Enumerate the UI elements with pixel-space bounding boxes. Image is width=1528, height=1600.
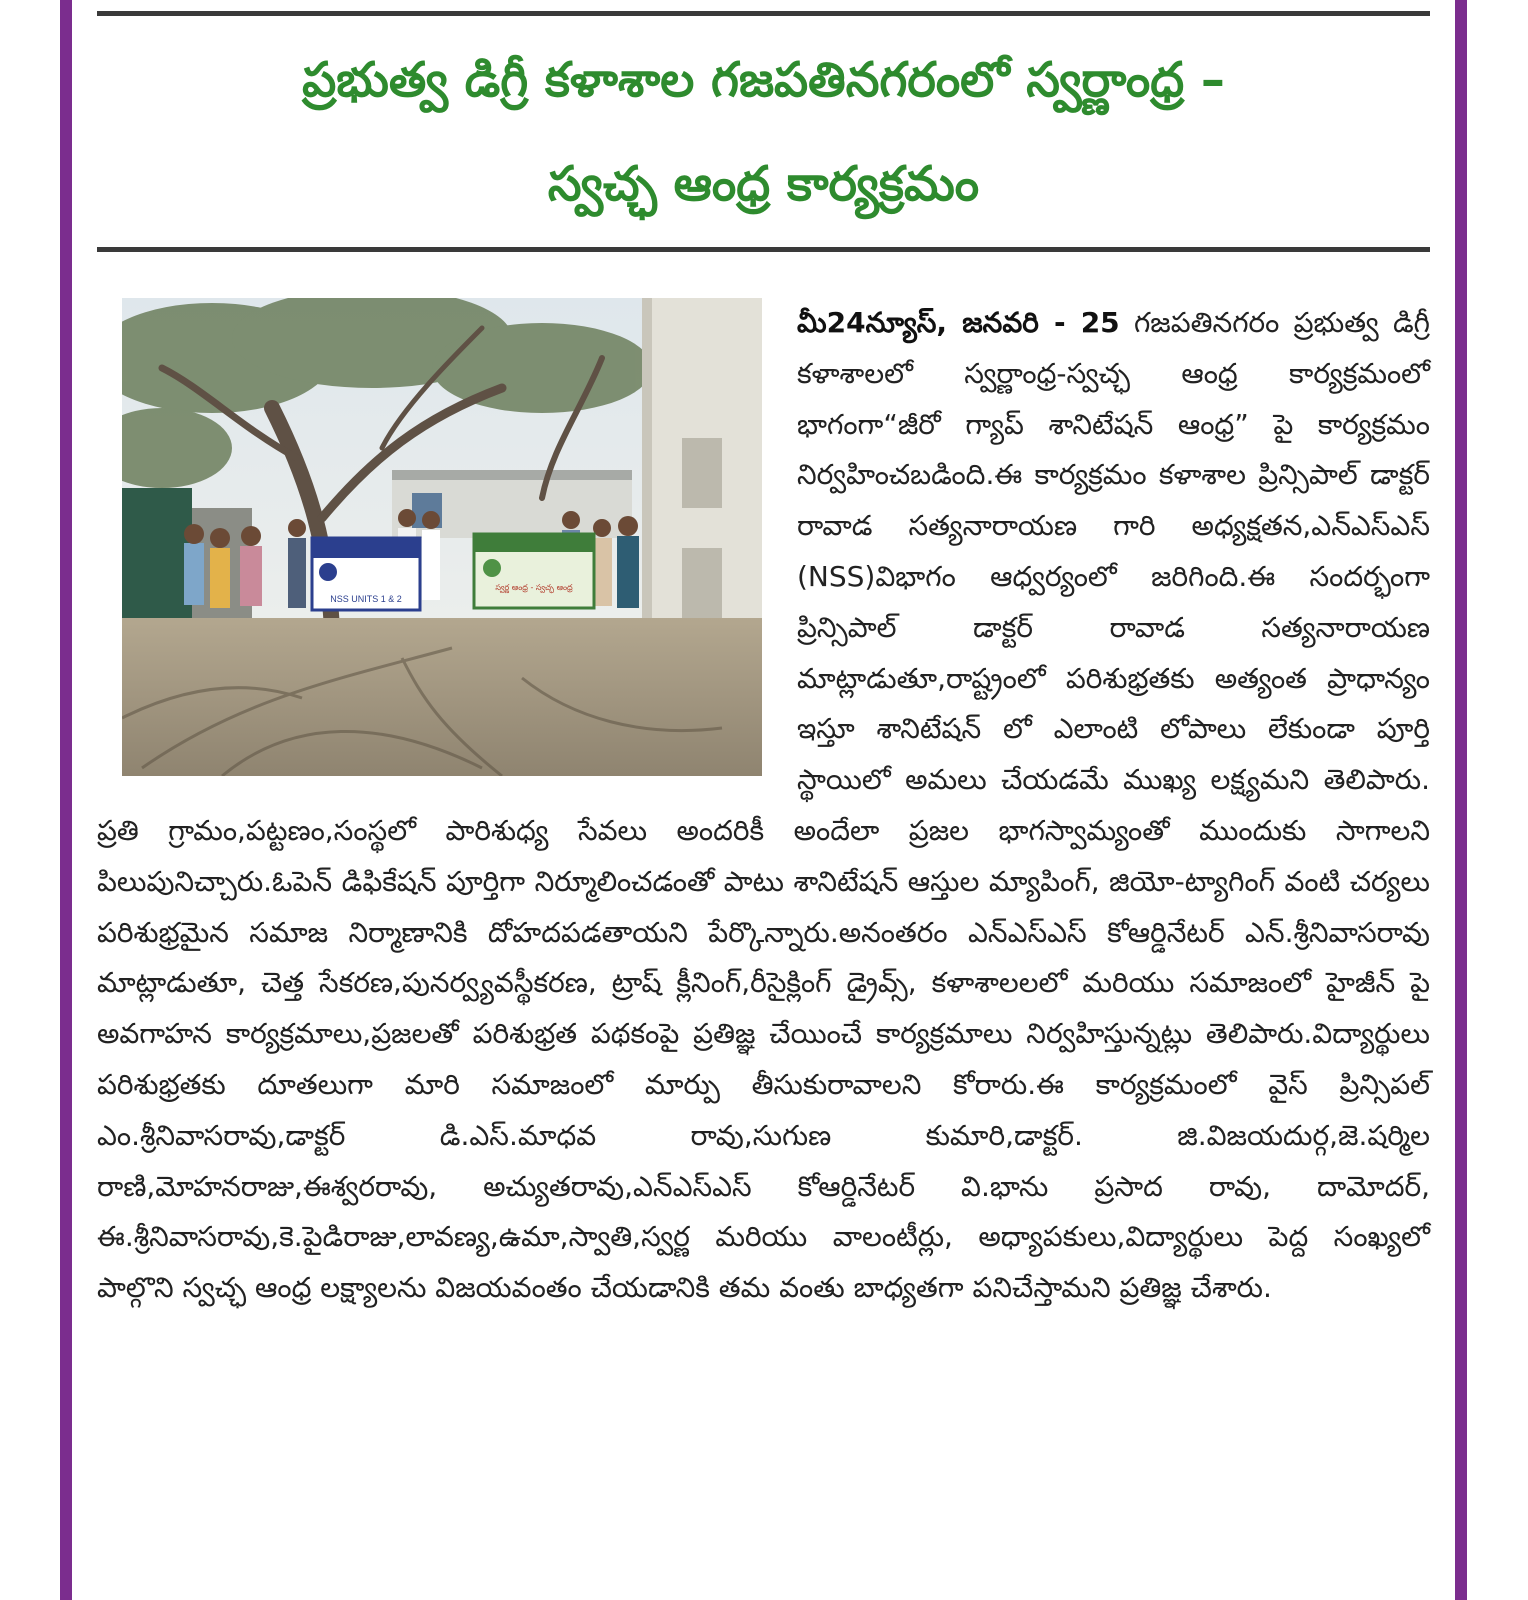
- headline-line-1: ప్రభుత్వ డిగ్రీ కళాశాల గజపతినగరంలో స్వర్ణాంధ్ర –: [302, 52, 1225, 108]
- article-body: [97, 298, 1430, 1314]
- headline-bottom-rule: [97, 247, 1430, 252]
- headline-line-2: స్వచ్ఛ ఆంధ్ర కార్యక్రమం: [547, 156, 980, 212]
- headline-top-rule: [97, 11, 1430, 16]
- banner-right-label: స్వర్ణ ఆంధ్ర - స్వచ్ఛ ఆంధ్ర: [495, 583, 573, 592]
- page-frame-left: [60, 0, 72, 1600]
- article-text: గజపతినగరం ప్రభుత్వ డిగ్రీ కళాశాలలో స్వర్ణాంధ్ర-స్వచ్ఛ ఆంధ్ర కార్యక్రమంలో భాగంగా“జీరో గ్యాప్ శానిటేషన్ ఆంధ్ర” పై కార్యక్రమం నిర్వహించబడింది.ఈ కార్యక్రమం కళాశాల ప్రిన్సిపాల్ డాక్టర్ రావాడ సత్యనారాయణ గారి అధ్యక్షతన,ఎన్ఎస్ఎస్ (NSS)విభాగం ఆధ్వర్యంలో జరిగింది.ఈ సందర్భంగా ప్రిన్సిపాల్ డాక్టర్ రావాడ సత్యనారాయణ మాట్లాడుతూ,రాష్ట్రంలో పరిశుభ్రతకు అత్యంత ప్రాధాన్యం ఇస్తూ శానిటేషన్ లో ఎలాంటి లోపాలు లేకుండా పూర్తి స్థాయిలో అమలు చేయడమే ముఖ్య లక్ష్యమని తెలిపారు. ప్రతి గ్రామం,పట్టణం,సంస్థలో పారిశుధ్య సేవలు అందరికీ అందేలా ప్రజల భాగస్వామ్యంతో ముందుకు సాగాలని పిలుపునిచ్చారు.ఓపెన్ డిఫికేషన్ పూర్తిగా నిర్మూలించడంతో పాటు శానిటేషన్ ఆస్తుల మ్యాపింగ్, జియో-ట్యాగింగ్ వంటి చర్యలు పరిశుభ్రమైన సమాజ నిర్మాణానికి దోహదపడతాయని పేర్కొన్నారు.అనంతరం ఎన్ఎస్ఎస్ కోఆర్డినేటర్ ఎన్.శ్రీనివాసరావు మాట్లాడుతూ, చెత్త సేకరణ,పునర్వ్యవస్థీకరణ, ట్రాష్ క్లీనింగ్,రీసైక్లింగ్ డ్రైవ్స్, కళాశాలలలో మరియు సమాజంలో హైజీన్ పై అవగాహన కార్యక్రమాలు,ప్రజలతో పరిశుభ్రత పథకంపై ప్రతిజ్ఞ చేయించే కార్యక్రమాలు నిర్వహిస్తున్నట్లు తెలిపారు.విద్యార్థులు పరిశుభ్రతకు దూతలుగా మారి సమాజంలో మార్పు తీసుకురావాలని కోరారు.ఈ కార్యక్రమంలో వైస్ ప్రిన్సిపల్ ఎం.శ్రీనివాసరావు,డాక్టర్ డి.ఎస్.మాధవ రావు,సుగుణ కుమారి,డాక్టర్. జి.విజయదుర్గ,జె.షర్మిల రాణి,మోహనరాజు,ఈశ్వరరావు, అచ్యుతరావు,ఎన్ఎస్ఎస్ కోఆర్డినేటర్ వి.భాను ప్రసాద రావు, దామోదర్, ఈ.శ్రీనివాసరావు,కె.పైడిరాజు,లావణ్య,ఉమా,స్వాతి,స్వర్ణ మరియు వాలంటీర్లు, అధ్యాపకులు,విద్యార్థులు పెద్ద సంఖ్యలో పాల్గొని స్వచ్ఛ ఆంధ్ర లక్ష్యాలను విజయవంతం చేయడానికి తమ వంతు బాధ్యతగా పనిచేస్తామని ప్రతిజ్ఞ చేశారు.: [97, 306, 1430, 1305]
- photo-wrap-spacer: [97, 298, 797, 796]
- dateline: మీ24న్యూస్, జనవరి - 25: [797, 306, 1120, 339]
- headline: [97, 28, 1430, 236]
- page-frame-right: [1455, 0, 1467, 1600]
- banner-left-label: NSS UNITS 1 & 2: [330, 594, 402, 604]
